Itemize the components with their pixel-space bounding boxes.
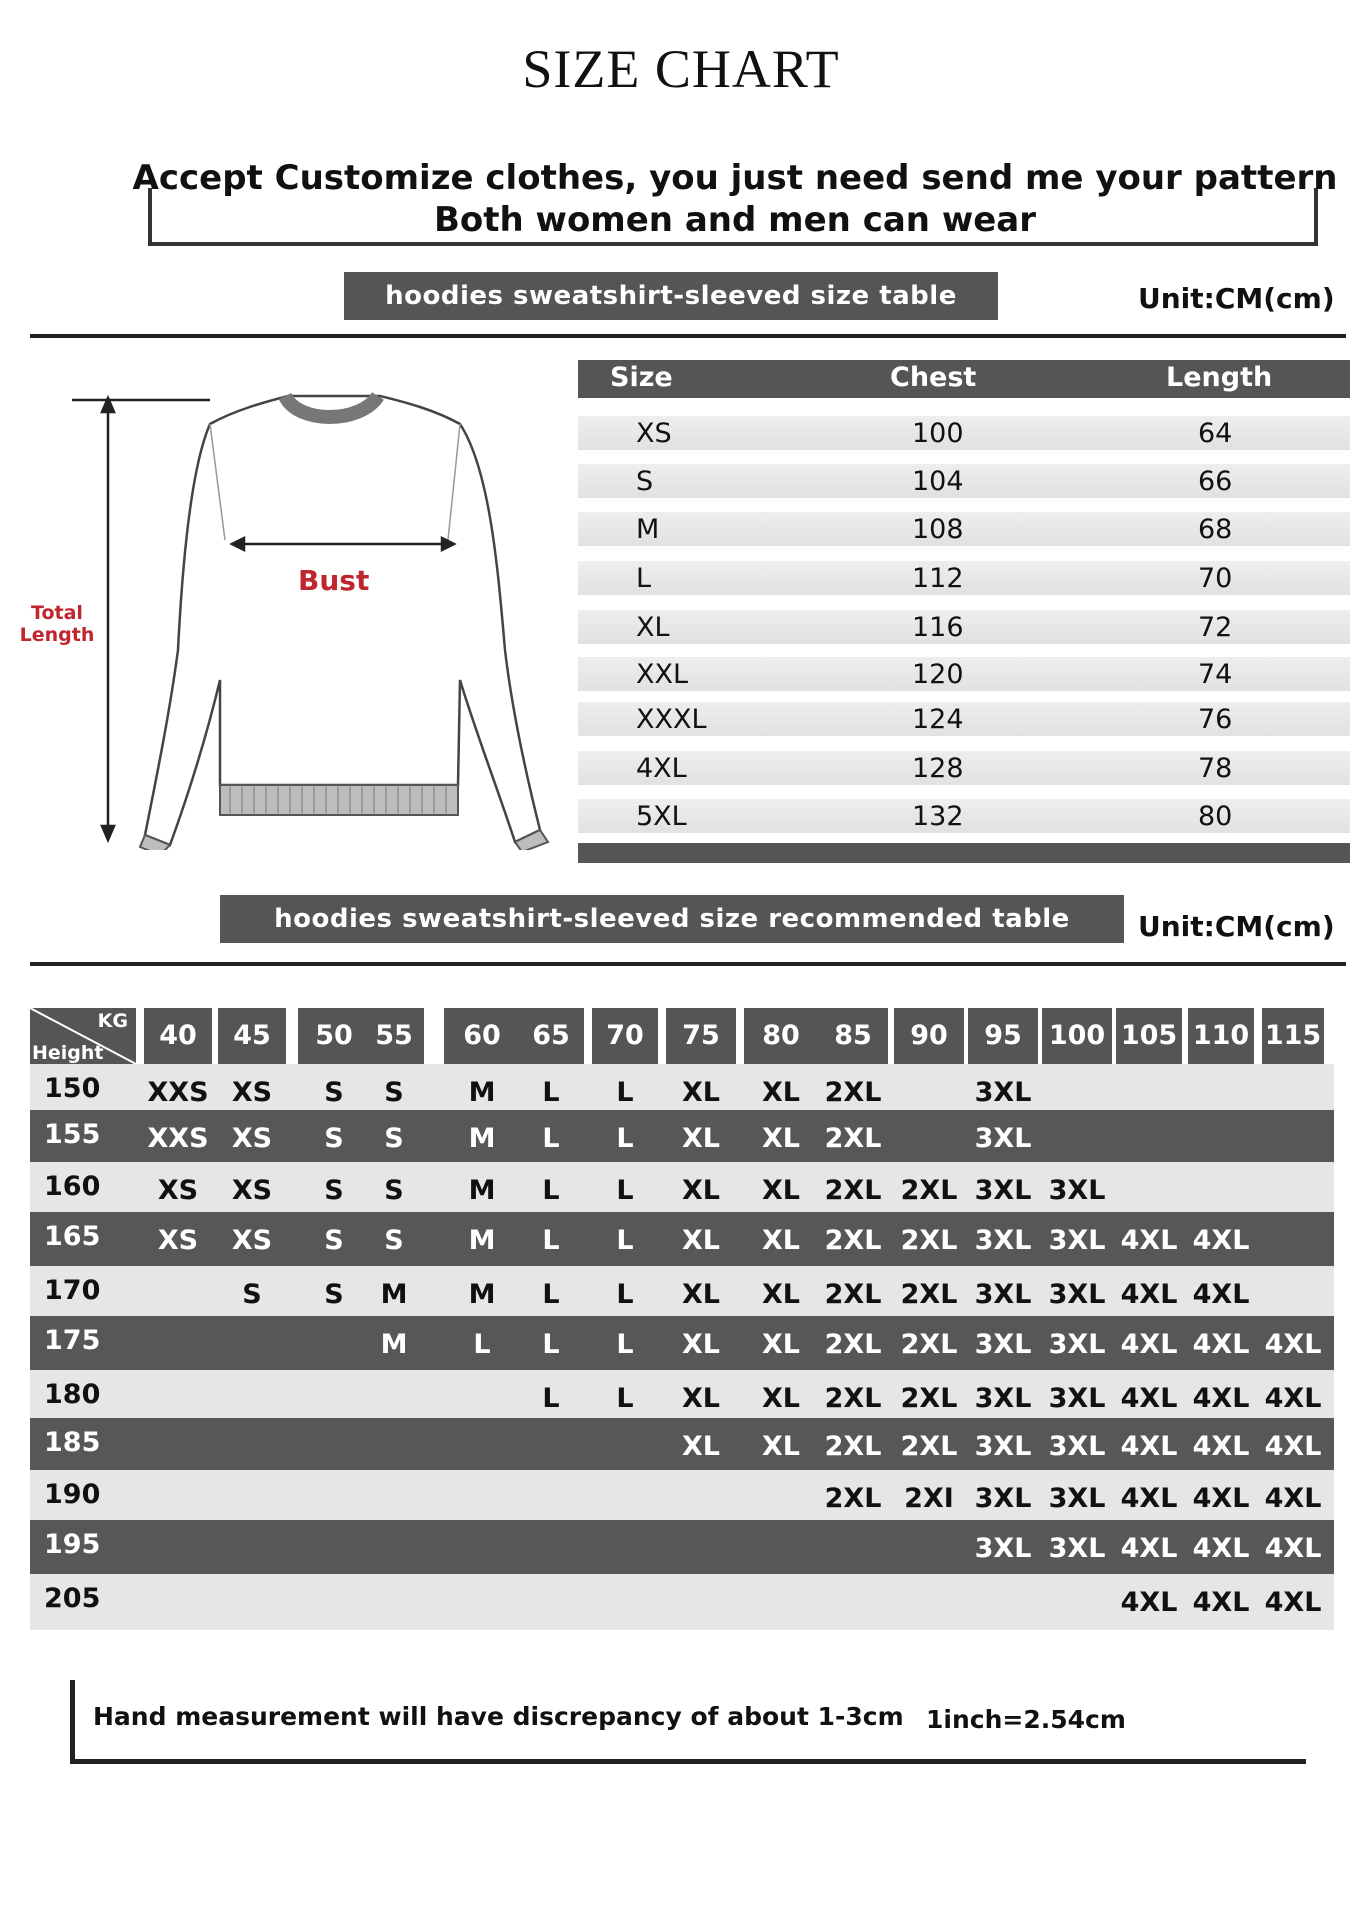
size-recommendation-cell: 4XL [1192,1279,1250,1310]
size-recommendation-cell: XL [761,1225,801,1256]
size-recommendation-cell: 3XL [1048,1279,1106,1310]
size-recommendation-cell: 4XL [1192,1383,1250,1414]
length-cell: 68 [1198,514,1233,545]
inch-conversion-note: 1inch=2.54cm [926,1705,1126,1734]
size-recommendation-cell: 3XL [1048,1225,1106,1256]
length-cell: 70 [1198,563,1233,594]
size-recommendation-cell: L [542,1175,560,1206]
size-recommendation-cell: XL [681,1279,721,1310]
grid-row [30,1418,1334,1470]
size-recommendation-cell: 3XL [974,1431,1032,1462]
size-row [578,512,1350,546]
size-cell: XS [636,418,672,449]
length-cell: 72 [1198,612,1233,643]
size-recommendation-cell: 4XL [1192,1483,1250,1514]
weight-header-cell: 75 [666,1008,736,1064]
size-recommendation-cell: 2XL [824,1383,882,1414]
size-recommendation-cell: XL [761,1123,801,1154]
height-cell: 160 [44,1171,101,1202]
size-recommendation-cell: 3XL [974,1483,1032,1514]
size-recommendation-cell: 4XL [1192,1587,1250,1618]
size-recommendation-cell: 4XL [1264,1383,1322,1414]
size-recommendation-cell: S [324,1077,344,1108]
size-recommendation-cell: S [384,1123,404,1154]
size-recommendation-cell: L [616,1123,634,1154]
chest-cell: 128 [912,753,964,784]
size-header-size: Size [610,362,673,393]
size-cell: L [636,563,652,594]
size-row [578,751,1350,785]
size-recommendation-cell: XL [681,1431,721,1462]
size-recommendation-cell: 4XL [1120,1225,1178,1256]
size-recommendation-cell: L [616,1225,634,1256]
chest-cell: 132 [912,801,964,832]
size-recommendation-cell: S [384,1077,404,1108]
size-recommendation-cell: XL [681,1329,721,1360]
grid-corner-cell [30,1008,136,1064]
size-recommendation-cell: 2XL [824,1123,882,1154]
chest-cell: 120 [912,659,964,690]
size-recommendation-cell: 3XL [974,1123,1032,1154]
size-recommendation-cell: 4XL [1192,1431,1250,1462]
grid-row [30,1266,1334,1316]
divider [30,962,1346,966]
size-recommendation-cell: 4XL [1120,1587,1178,1618]
size-recommendation-cell: 4XL [1264,1533,1322,1564]
size-recommendation-cell: XL [761,1279,801,1310]
size-recommendation-cell: 2XL [900,1329,958,1360]
size-recommendation-cell: 4XL [1192,1533,1250,1564]
size-recommendation-cell: 2XL [900,1431,958,1462]
size-recommendation-cell: XS [157,1225,199,1256]
size-recommendation-cell: 4XL [1264,1329,1322,1360]
height-cell: 155 [44,1119,101,1150]
size-recommendation-cell: XL [681,1077,721,1108]
size-recommendation-cell: 4XL [1120,1533,1178,1564]
size-row [578,702,1350,736]
length-label-top: Total [31,602,83,624]
sweatshirt-outline-icon [140,396,548,850]
size-recommendation-cell: XL [761,1077,801,1108]
size-cell: XXXL [636,704,707,735]
weight-header-cell: 45 [218,1008,286,1064]
size-table-footer-bar [578,843,1350,863]
size-recommendation-cell: 2XL [900,1279,958,1310]
height-cell: 170 [44,1275,101,1306]
size-recommendation-cell: S [324,1225,344,1256]
size-recommendation-cell: 3XL [974,1533,1032,1564]
weight-header-cell: 65 [518,1008,584,1064]
size-recommendation-cell: XL [761,1175,801,1206]
weight-header-cell: 95 [968,1008,1038,1064]
weight-header-cell: 90 [894,1008,964,1064]
size-recommendation-cell: L [616,1077,634,1108]
size-recommendation-cell: 4XL [1120,1383,1178,1414]
length-label-bottom: Length [19,624,95,646]
size-recommendation-cell: M [380,1279,408,1310]
size-recommendation-cell: L [616,1279,634,1310]
size-row [578,610,1350,644]
grid-row [30,1212,1334,1266]
size-recommendation-cell: L [542,1279,560,1310]
size-recommendation-cell: L [542,1383,560,1414]
grid-row [30,1370,1334,1418]
length-cell: 74 [1198,659,1233,690]
size-recommendation-cell: S [242,1279,262,1310]
size-recommendation-cell: XS [231,1175,273,1206]
weight-header-cell: 55 [364,1008,424,1064]
size-row [578,561,1350,595]
height-cell: 190 [44,1479,101,1510]
size-recommendation-cell: 4XL [1192,1225,1250,1256]
size-recommendation-cell: 2XL [824,1175,882,1206]
size-recommendation-cell: 2XL [900,1175,958,1206]
weight-header-cell: 105 [1116,1008,1182,1064]
size-recommendation-cell: 2XL [824,1431,882,1462]
size-recommendation-cell: 4XL [1120,1431,1178,1462]
bust-label: Bust [298,564,370,597]
size-recommendation-cell: M [468,1123,496,1154]
weight-header-cell: 70 [592,1008,658,1064]
size-recommendation-cell: L [616,1329,634,1360]
size-recommendation-cell: 3XL [974,1329,1032,1360]
size-recommendation-cell: 2XI [904,1483,954,1514]
grid-row [30,1064,1334,1110]
notice-line-unisex: Both women and men can wear [433,200,1037,240]
size-header-length: Length [1166,362,1273,393]
size-recommendation-cell: 3XL [974,1383,1032,1414]
chest-cell: 104 [912,466,964,497]
grid-row [30,1520,1334,1574]
measurement-note: Hand measurement will have discrepancy of about 1-3cm [93,1702,904,1731]
size-cell: XL [636,612,670,643]
size-recommendation-cell: 2XL [900,1225,958,1256]
size-recommendation-cell: 3XL [1048,1431,1106,1462]
weight-header-cell: 50 [298,1008,370,1064]
size-recommendation-cell: L [616,1175,634,1206]
grid-row [30,1110,1334,1162]
size-recommendation-cell: 4XL [1120,1279,1178,1310]
weight-header-cell: 100 [1042,1008,1112,1064]
height-cell: 180 [44,1379,101,1410]
size-recommendation-cell: L [542,1077,560,1108]
length-cell: 64 [1198,418,1233,449]
size-recommendation-cell: 2XL [824,1483,882,1514]
size-recommendation-cell: L [542,1123,560,1154]
size-recommendation-cell: M [380,1329,408,1360]
size-recommendation-cell: L [473,1329,491,1360]
size-recommendation-cell: L [616,1383,634,1414]
recommend-table-banner: hoodies sweatshirt-sleeved size recommended table [220,895,1124,943]
size-recommendation-cell: L [542,1329,560,1360]
chest-cell: 108 [912,514,964,545]
size-recommendation-cell: XL [681,1175,721,1206]
size-recommendation-cell: 2XL [824,1279,882,1310]
height-cell: 175 [44,1325,101,1356]
weight-header-cell: 40 [144,1008,212,1064]
size-cell: 5XL [636,801,687,832]
size-table-banner: hoodies sweatshirt-sleeved size table [344,272,998,320]
height-cell: 185 [44,1427,101,1458]
size-row [578,799,1350,833]
size-recommendation-cell: XS [157,1175,199,1206]
size-recommendation-cell: 3XL [974,1279,1032,1310]
size-table-header [578,360,1350,398]
size-cell: S [636,466,654,497]
size-recommendation-cell: 2XL [900,1383,958,1414]
height-cell: 165 [44,1221,101,1252]
size-header-chest: Chest [890,362,977,393]
size-recommendation-cell: S [324,1279,344,1310]
divider [30,334,1346,338]
size-cell: M [636,514,660,545]
chest-cell: 116 [912,612,964,643]
weight-header-cell: 85 [818,1008,888,1064]
size-recommendation-cell: XS [231,1225,273,1256]
height-cell: 150 [44,1073,101,1104]
size-recommendation-cell: 3XL [974,1077,1032,1108]
size-recommendation-cell: XXS [147,1123,209,1154]
weight-header-cell: 80 [744,1008,818,1064]
size-recommendation-cell: 4XL [1264,1587,1322,1618]
size-recommendation-cell: 2XL [824,1077,882,1108]
size-recommendation-cell: M [468,1175,496,1206]
grid-row [30,1316,1334,1370]
size-row [578,657,1350,691]
size-recommendation-cell: 2XL [824,1225,882,1256]
size-row [578,416,1350,450]
size-recommendation-cell: S [384,1175,404,1206]
size-recommendation-cell: M [468,1077,496,1108]
grid-row [30,1162,1334,1212]
size-table-unit: Unit:CM(cm) [1138,282,1335,315]
recommend-table-unit: Unit:CM(cm) [1138,910,1335,943]
length-cell: 76 [1198,704,1233,735]
size-recommendation-cell: S [384,1225,404,1256]
size-recommendation-cell: 3XL [974,1175,1032,1206]
size-recommendation-cell: 3XL [1048,1329,1106,1360]
chest-cell: 112 [912,563,964,594]
size-recommendation-cell: 3XL [974,1225,1032,1256]
corner-kg-label: KG [97,1010,128,1032]
size-recommendation-cell: L [542,1225,560,1256]
height-cell: 195 [44,1529,101,1560]
size-recommendation-cell: S [324,1175,344,1206]
sweatshirt-diagram [60,390,580,850]
chest-cell: 124 [912,704,964,735]
grid-row [30,1470,1334,1520]
size-recommendation-cell: XL [681,1123,721,1154]
size-recommendation-cell: 4XL [1120,1483,1178,1514]
size-recommendation-cell: XL [681,1225,721,1256]
length-cell: 78 [1198,753,1233,784]
size-recommendation-cell: XL [761,1383,801,1414]
size-recommendation-cell: XL [681,1383,721,1414]
size-recommendation-cell: XXS [147,1077,209,1108]
grid-row [30,1574,1334,1630]
size-cell: XXL [636,659,689,690]
size-recommendation-cell: 4XL [1120,1329,1178,1360]
length-cell: 80 [1198,801,1233,832]
size-recommendation-cell: XL [761,1431,801,1462]
size-row [578,464,1350,498]
size-recommendation-cell: S [324,1123,344,1154]
size-recommendation-cell: 4XL [1264,1483,1322,1514]
weight-header-cell: 115 [1262,1008,1324,1064]
size-recommendation-cell: 3XL [1048,1483,1106,1514]
size-recommendation-cell: XS [231,1123,273,1154]
size-recommendation-cell: XS [231,1077,273,1108]
size-recommendation-cell: XL [761,1329,801,1360]
page-title: SIZE CHART [522,39,840,99]
length-cell: 66 [1198,466,1233,497]
chest-cell: 100 [912,418,964,449]
size-recommendation-cell: 2XL [824,1329,882,1360]
notice-line-customize: Accept Customize clothes, you just need send me your pattern [132,158,1338,198]
size-recommendation-cell: 3XL [1048,1175,1106,1206]
size-cell: 4XL [636,753,687,784]
size-recommendation-cell: 3XL [1048,1533,1106,1564]
weight-header-cell: 110 [1188,1008,1254,1064]
size-recommendation-cell: M [468,1225,496,1256]
size-recommendation-cell: 4XL [1192,1329,1250,1360]
height-cell: 205 [44,1583,101,1614]
size-recommendation-cell: 4XL [1264,1431,1322,1462]
corner-height-label: Height [32,1042,104,1064]
size-recommendation-cell: 3XL [1048,1383,1106,1414]
weight-header-cell: 60 [444,1008,520,1064]
size-recommendation-cell: M [468,1279,496,1310]
